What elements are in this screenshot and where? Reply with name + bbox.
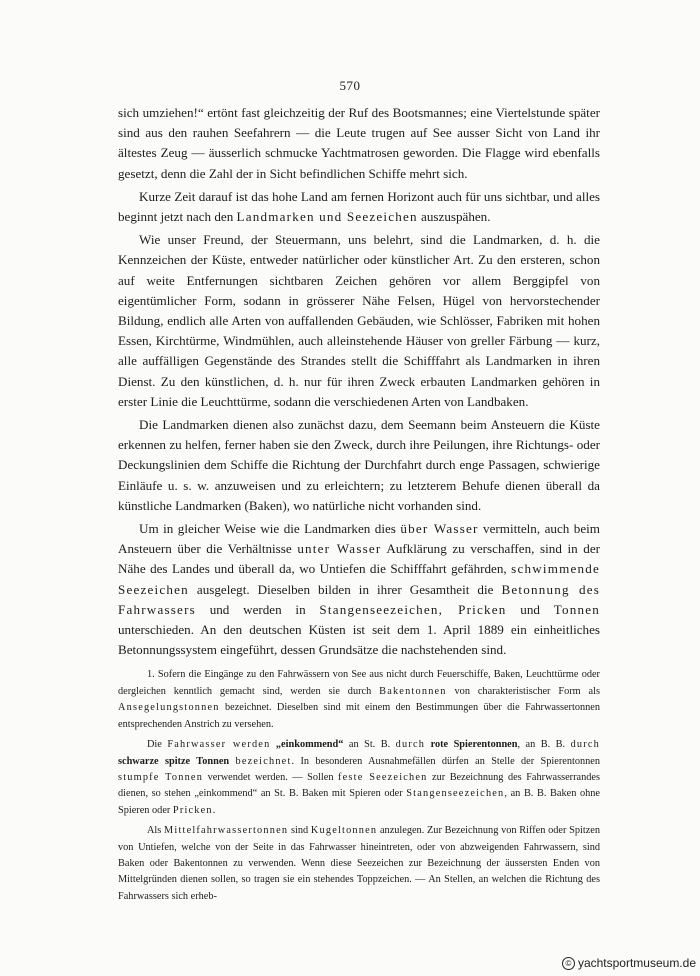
footnote-1 xyxy=(118,667,600,733)
footnote-2 xyxy=(118,737,600,819)
emphasis-run: Fahrwasser werden xyxy=(167,739,271,751)
emphasis-run: Stangenseezeichen xyxy=(406,788,505,800)
text-run: Als xyxy=(147,825,165,837)
text-run: anzulegen. Zur Bezeichnung von Riffen oder Spitzen von Untiefen, welche von der Seite in das Fahrwasser hineintreten, oder von abzweigenden Fahrwassern, sind Baken oder Bakentonnen zu verwenden. Wenn diese Seezeichen zur Bezeichnung der äussersten Enden von Mittelgründen dienen sollen, so tragen sie ein stehendes Toppzeichen. — An Stellen, an welchen die Richtung des Fahrwassers sich erheb- xyxy=(118,825,600,902)
text-run: von charakteristischer Form als xyxy=(446,685,600,697)
emphasis-run: „einkommend“ xyxy=(275,739,344,751)
text-run: , an B. B. Baken ohne Spieren oder xyxy=(118,788,600,816)
text-run: und werden in xyxy=(195,601,320,617)
footnote-3 xyxy=(118,823,600,905)
emphasis-run: über Wasser xyxy=(400,521,479,537)
text-run: Kurze Zeit darauf ist das hohe Land am fernen Horizont auch für uns sichtbar, und alles beginnt jetzt nach den xyxy=(118,188,600,225)
main-paragraphs xyxy=(118,103,600,660)
page-number: 570 xyxy=(339,78,361,93)
text-run: 1. Sofern die Eingänge zu den Fahrwässern von See aus nicht durch Feuerschiffe, Baken, Leuchttürme oder dergleichen kenntlich gemacht sind, werden sie durch xyxy=(118,669,600,697)
emphasis-run: feste Seezeichen xyxy=(338,771,428,783)
emphasis-run: Bakentonnen xyxy=(379,685,447,697)
footnote-section xyxy=(118,667,600,905)
emphasis-run: durch xyxy=(395,739,426,751)
text-run: verwendet werden. — Sollen xyxy=(203,771,339,783)
paragraph-2 xyxy=(118,187,600,227)
text-run: an St. B. xyxy=(343,739,396,751)
text-run: und xyxy=(506,601,554,617)
text-run: Die Landmarken dienen also zunächst dazu, dem Seemann beim Ansteuern die Küste erkennen zu helfen, ferner haben sie den Zweck, durch ihre Peilungen, ihre Richtungs- oder Deckungslinien dem Schiffe die Richtung der Durchfahrt durch enge Passagen, schwierige Einläufe u. s. w. anzuweisen und zu erleichtern; zu letzterem Behufe dienen überall da künstliche Landmarken (Baken), wo natürliche nicht vorhanden sind. xyxy=(118,417,600,513)
copyright-icon: © xyxy=(562,957,575,970)
emphasis-run: Ansegelungstonnen xyxy=(118,702,220,714)
text-run: Die xyxy=(147,739,168,751)
emphasis-run: Mittelfahrwassertonnen xyxy=(164,825,289,837)
emphasis-run: bezeichnet xyxy=(235,755,292,767)
emphasis-run: rote Spierentonnen xyxy=(430,739,518,751)
text-run: ausgelegt. Dieselben bilden in ihrer Gesamtheit die xyxy=(188,581,502,597)
text-run: . xyxy=(212,804,216,816)
emphasis-run: Tonnen xyxy=(553,601,600,617)
emphasis-run: Pricken xyxy=(172,804,213,816)
emphasis-run: Kugeltonnen xyxy=(310,825,378,837)
watermark xyxy=(562,956,696,970)
text-run: Um in gleicher Weise wie die Landmarken dies xyxy=(139,521,401,537)
emphasis-run: Stangenseezeichen, Pricken xyxy=(319,601,507,617)
paragraph-5 xyxy=(118,519,600,660)
emphasis-run: Landmarken und Seezeichen xyxy=(236,209,418,225)
text-run: Aufklärung zu verschaffen, sind in der Nähe des Landes und überall da, wo Untiefen die Schifffahrt gefährden, xyxy=(118,541,601,577)
body-text xyxy=(118,103,600,905)
emphasis-run: Betonnung des Fahrwassers xyxy=(118,581,600,617)
emphasis-run: stumpfe Tonnen xyxy=(118,771,204,783)
text-run: auszuspähen. xyxy=(417,209,491,225)
text-run: unterschieden. An den deutschen Küsten ist seit dem 1. April 1889 ein einheitliches Betonnungssystem eingeführt, dessen Grundsätze die nachstehenden sind. xyxy=(118,622,600,658)
text-run: Wie unser Freund, der Steuermann, uns belehrt, sind die Landmarken, d. h. die Kennzeichen der Küste, entweder natürlicher oder künstlicher Art. Zu den ersteren, schon auf weite Entfernungen sichtbaren Zeichen gehören vor allem Berggipfel von eigentümlicher Form, sodann in grösserer Nähe Felsen, Hügel von hervorstechender Bildung, endlich alle Arten von auffallenden Gebäuden, wie Schlösser, Fabriken mit hohen Essen, Kirchtürme, Windmühlen, auch alleinstehende Häuser von greller Färbung — kurz, alle auffälligen Gegenstände des Strandes stellt die Schifffahrt als Landmarken in ihren Dienst. Zu den künstlichen, d. h. nur für ihren Zweck erbauten Landmarken gehören in erster Linie die Leuchttürme, sodann die verschiedenen Arten von Landbaken. xyxy=(118,232,600,409)
text-run: bezeichnet. Dieselben sind mit einem den Bestimmungen über die Fahrwassertonnen entsprechenden Anstrich zu versehen. xyxy=(118,702,600,730)
emphasis-run: schwarze spitze Tonnen xyxy=(118,755,230,767)
paragraph-1 xyxy=(118,103,600,184)
emphasis-run: schwimmende Seezeichen xyxy=(118,561,600,597)
text-run: zur Bezeichnung des Fahrwasserrandes dienen, so stehen „einkommend“ an St. B. Baken mit Spieren oder xyxy=(118,771,600,800)
text-run: vermitteln, auch beim Ansteuern über die Verhältnisse xyxy=(118,521,600,557)
paragraph-4 xyxy=(118,415,600,516)
text-run: sich umziehen!“ ertönt fast gleichzeitig der Ruf des Bootsmannes; eine Viertelstunde später sind aus den rauhen Seefahrern — die Leute trugen auf See ausser Sicht von Land ihr ältestes Zeug — äusserlich schmucke Yachtmatrosen geworden. Die Flagge wird ebenfalls gesetzt, denn die Zahl der in Sicht befindlichen Schiffe mehrt sich. xyxy=(118,105,600,181)
text-run: , an B. B. xyxy=(517,739,571,751)
emphasis-run: durch xyxy=(570,739,601,751)
watermark-text: yachtsportmuseum.de xyxy=(577,956,696,970)
paragraph-3 xyxy=(118,230,600,412)
text-run: sind xyxy=(288,825,311,837)
text-run: . In besonderen Ausnahmefällen dürfen an Stelle der Spierentonnen xyxy=(291,755,601,767)
emphasis-run: unter Wasser xyxy=(297,541,382,557)
